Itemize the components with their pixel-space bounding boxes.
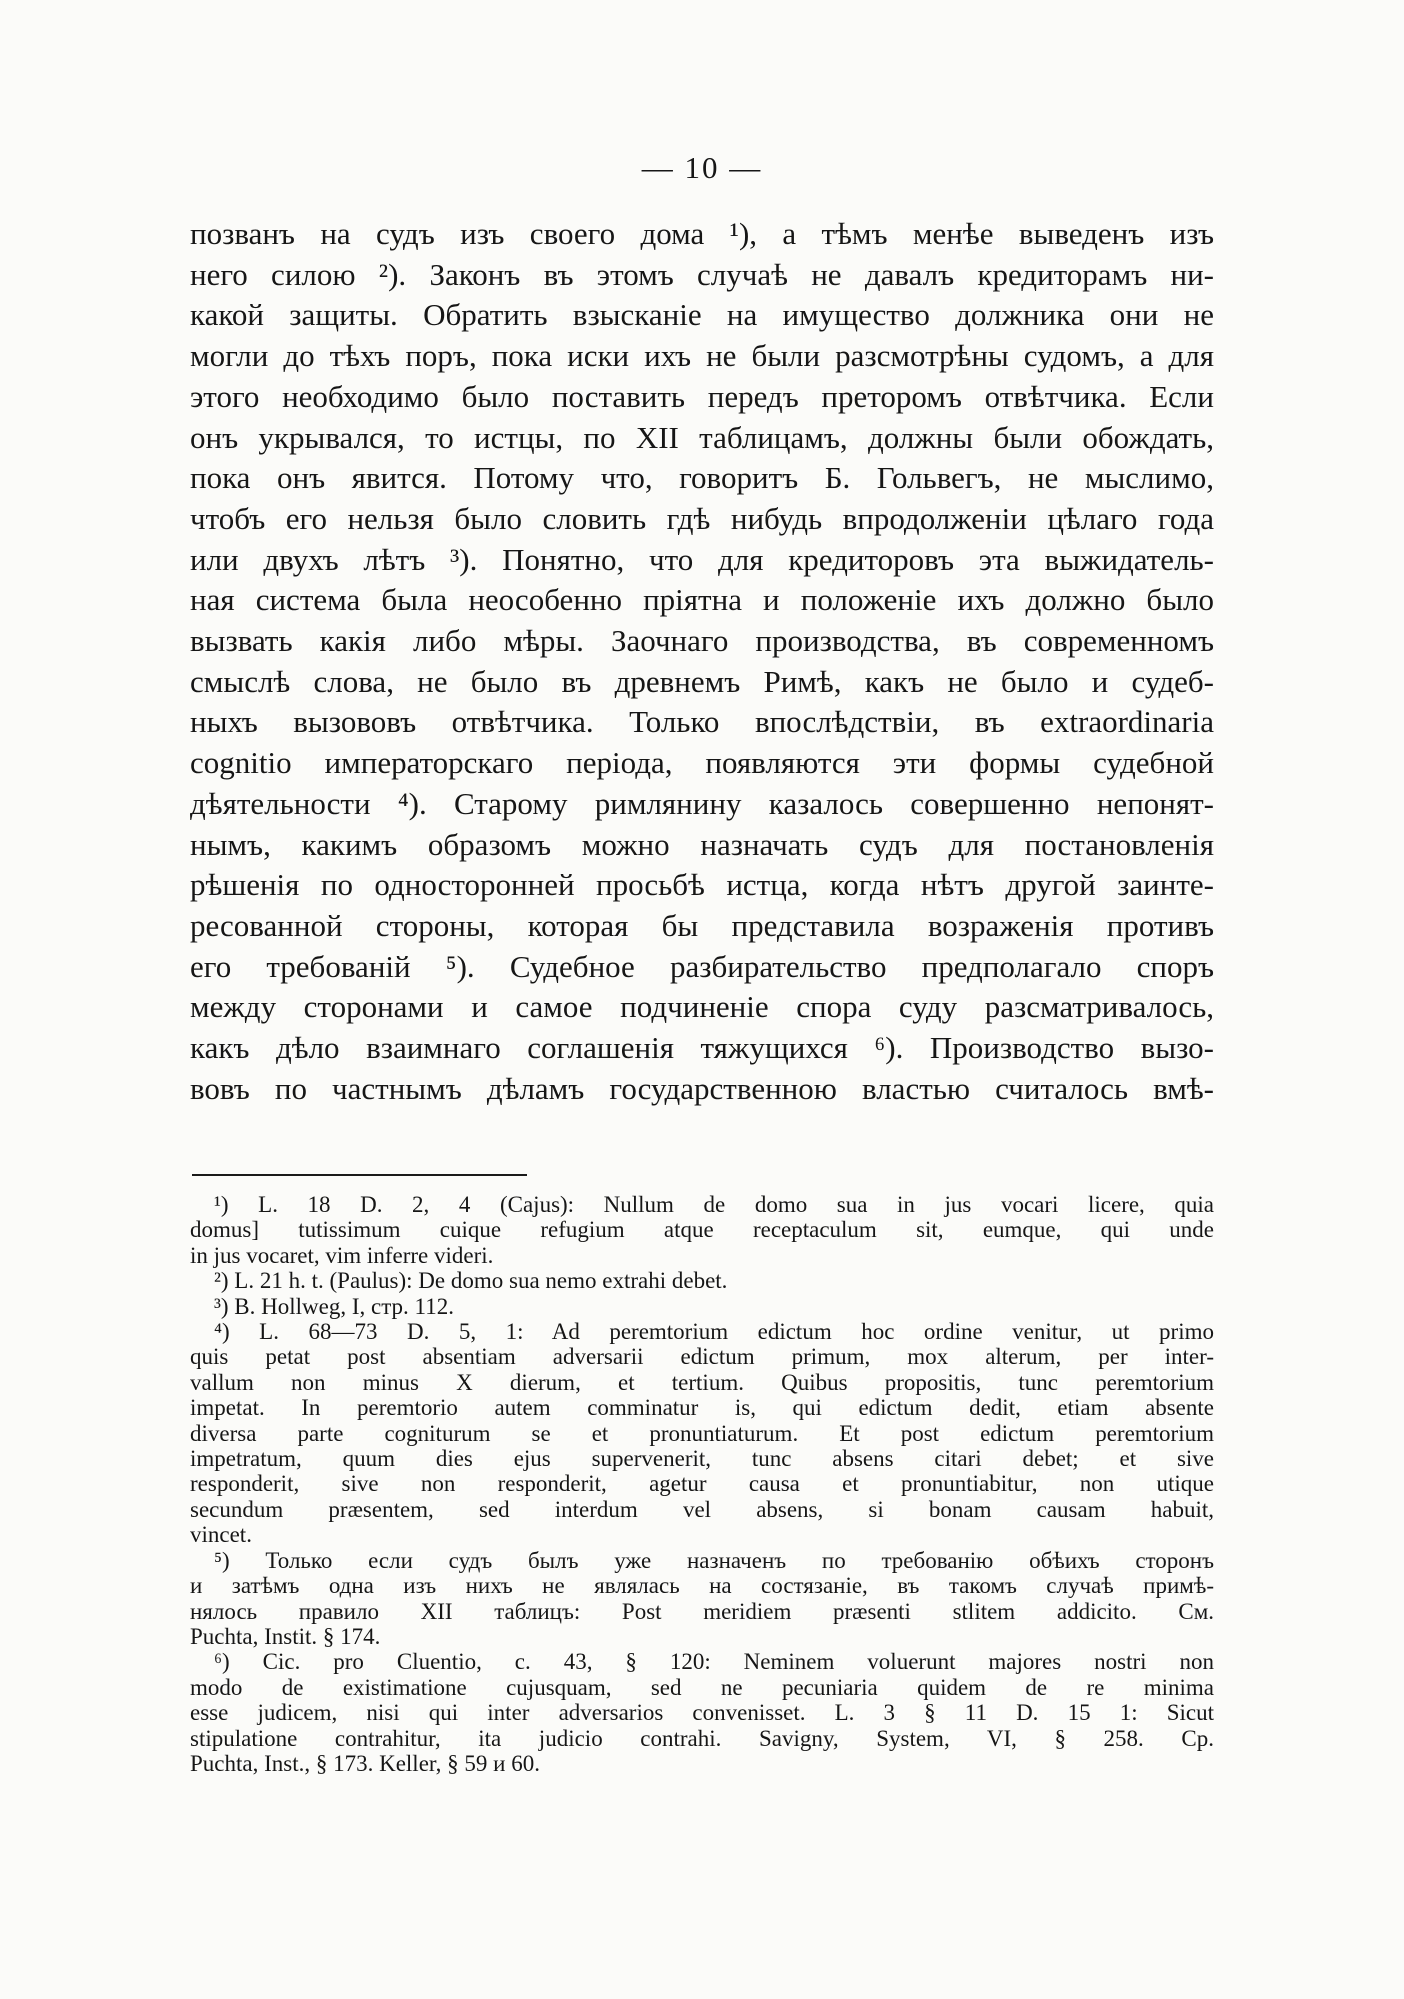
footnote-line: responderit, sive non responderit, agetur causa et pronuntiabitur, non utique <box>190 1471 1214 1497</box>
footnote-line: impetat. In peremtorio autem comminatur is, qui edictum dedit, etiam absente <box>190 1395 1214 1421</box>
footnote-3 <box>190 1294 1214 1319</box>
footnote-line: ⁵) Только если судъ былъ уже назначенъ по требованію обѣихъ сторонъ <box>214 1547 1214 1573</box>
text-line: какъ дѣло взаимнаго соглашенія тяжущихся ⁶). Производство вызо- <box>190 1030 1214 1066</box>
footnote-2 <box>190 1268 1214 1293</box>
text-line: позванъ на судъ изъ своего дома ¹), а тѣмъ менѣе выведенъ изъ <box>190 216 1214 251</box>
footnote-line: и затѣмъ одна изъ нихъ не являлась на состязаніе, въ такомъ случаѣ примѣ- <box>190 1573 1214 1599</box>
footnote-line: ⁴) L. 68—73 D. 5, 1: Ad peremtorium edictum hoc ordine venitur, ut primo <box>214 1319 1214 1345</box>
footnote-line: secundum præsentem, sed interdum vel absens, si bonam causam habuit, <box>190 1496 1214 1522</box>
text-line: могли до тѣхъ поръ, пока иски ихъ не были разсмотрѣны судомъ, а для <box>190 338 1214 374</box>
footnote-line: ³) B. Hollweg, I, стр. 112. <box>214 1293 454 1319</box>
footnote-line: Puchta, Instit. § 174. <box>190 1623 381 1649</box>
text-line: рѣшенія по односторонней просьбѣ истца, когда нѣтъ другой заинте- <box>190 867 1214 903</box>
text-line: него силою ²). Законъ въ этомъ случаѣ не давалъ кредиторамъ ни- <box>190 256 1214 292</box>
footnote-line: impetratum, quum dies ejus supervenerit, tunc absens citari debet; et sive <box>190 1446 1214 1472</box>
text-line: смыслѣ слова, не было въ древнемъ Римѣ, какъ не было и судеб- <box>190 663 1214 699</box>
text-line: ная система была неособенно пріятна и положеніе ихъ должно было <box>190 582 1214 618</box>
page-number: — 10 — <box>641 150 763 185</box>
text-line: или двухъ лѣтъ ³). Понятно, что для кредиторовъ эта выжидатель- <box>190 541 1214 577</box>
main-text <box>190 214 1214 1109</box>
text-line: пока онъ явится. Потому что, говоритъ Б. Гольвегъ, не мыслимо, <box>190 460 1214 496</box>
text-line: онъ укрывался, то истцы, по XII таблицамъ, должны были обождать, <box>190 419 1214 455</box>
footnote-line: quis petat post absentiam adversarii edictum primum, mox alterum, per inter- <box>190 1344 1214 1370</box>
footnote-line: modo de existimatione cujusquam, sed ne pecuniaria quidem de re minima <box>190 1674 1214 1700</box>
footnote-4 <box>190 1319 1214 1548</box>
footnote-line: vincet. <box>190 1522 252 1548</box>
footnote-6 <box>190 1649 1214 1776</box>
footnote-line: Puchta, Inst., § 173. Keller, § 59 и 60. <box>190 1750 540 1776</box>
text-line: этого необходимо было поставить передъ преторомъ отвѣтчика. Если <box>190 378 1214 414</box>
text-line: ныхъ вызововъ отвѣтчика. Только впослѣдствіи, въ extraordinaria <box>190 704 1214 740</box>
footnote-line: esse judicem, nisi qui inter adversarios convenisset. L. 3 § 11 D. 15 1: Sicut <box>190 1700 1214 1726</box>
footnotes <box>190 1192 1214 1776</box>
footnote-line: ⁶) Cic. pro Cluentio, c. 43, § 120: Neminem voluerunt majores nostri non <box>214 1649 1214 1675</box>
footnote-line: vallum non minus X dierum, et tertium. Quibus propositis, tunc peremtorium <box>190 1369 1214 1395</box>
footnote-line: diversa parte cogniturum se et pronuntiaturum. Et post edictum peremtorium <box>190 1420 1214 1446</box>
footnote-5 <box>190 1548 1214 1650</box>
footnote-separator <box>192 1174 527 1176</box>
footnote-line: ²) L. 21 h. t. (Paulus): De domo sua nemo extrahi debet. <box>214 1268 728 1294</box>
text-line: дѣятельности ⁴). Старому римлянину казалось совершенно непонят- <box>190 785 1214 821</box>
text-line: какой защиты. Обратить взысканіе на имущество должника они не <box>190 297 1214 333</box>
text-line: ресованной стороны, которая бы представила возраженія противъ <box>190 907 1214 943</box>
text-line: нымъ, какимъ образомъ можно назначать судъ для постановленія <box>190 826 1214 862</box>
text-line: вызвать какія либо мѣры. Заочнаго производства, въ современномъ <box>190 623 1214 659</box>
text-line: чтобъ его нельзя было словить гдѣ нибудь впродолженіи цѣлаго года <box>190 500 1214 536</box>
footnote-line: domus] tutissimum cuique refugium atque receptaculum sit, eumque, qui unde <box>190 1217 1214 1243</box>
text-line: между сторонами и самое подчиненіе спора суду разсматривалось, <box>190 989 1214 1025</box>
footnote-1 <box>190 1192 1214 1268</box>
footnote-line: in jus vocaret, vim inferre videri. <box>190 1242 494 1268</box>
text-line: cognitio императорскаго періода, появляются эти формы судебной <box>190 745 1214 781</box>
text-line: его требованій ⁵). Судебное разбирательство предполагало споръ <box>190 948 1214 984</box>
text-line: вовъ по частнымъ дѣламъ государственною властью считалось вмѣ- <box>190 1070 1214 1106</box>
footnote-line: нялось правило XII таблицъ: Post meridiem præsenti stlitem addicito. См. <box>190 1598 1214 1624</box>
footnote-line: stipulatione contrahitur, ita judicio contrahi. Savigny, System, VI, § 258. Cp. <box>190 1725 1214 1751</box>
footnote-line: ¹) L. 18 D. 2, 4 (Cajus): Nullum de domo sua in jus vocari licere, quia <box>214 1192 1214 1217</box>
